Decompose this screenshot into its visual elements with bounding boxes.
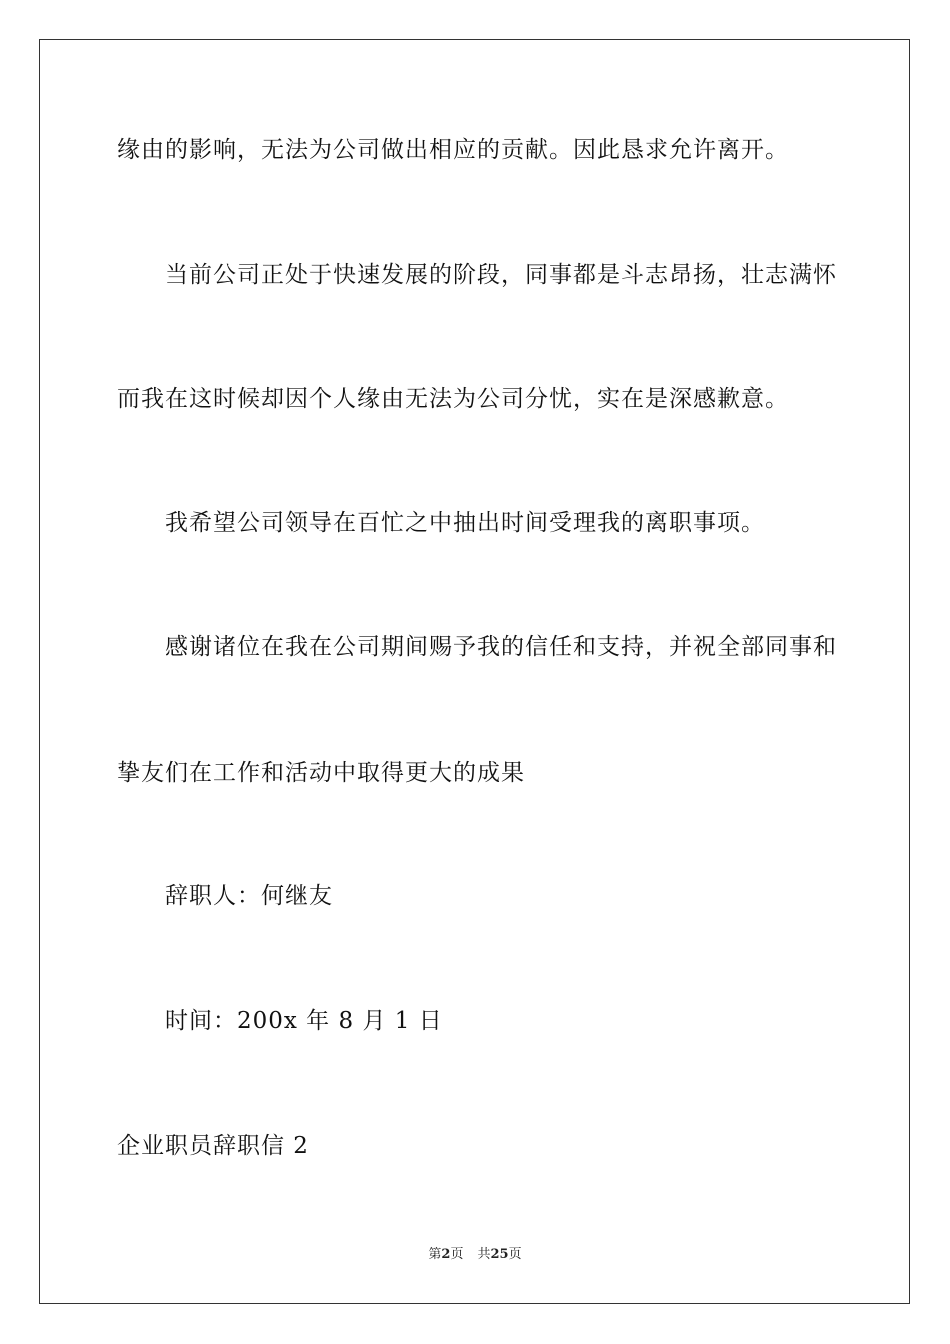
total-pages-number: 25: [490, 1247, 509, 1262]
page-suffix: 页: [450, 1247, 464, 1262]
page-border: [39, 39, 910, 1304]
date-line: 时间：200x 年 8 月 1 日: [165, 1008, 443, 1034]
signature-line: 辞职人：何继友: [165, 883, 333, 909]
section-heading: 企业职员辞职信 2: [117, 1133, 309, 1159]
paragraph-line-2: 当前公司正处于快速发展的阶段，同事都是斗志昂扬，壮志满怀: [165, 262, 837, 288]
paragraph-line-3: 而我在这时候却因个人缘由无法为公司分忧，实在是深感歉意。: [117, 386, 789, 412]
current-page-number: 2: [441, 1247, 451, 1262]
paragraph-line-5: 感谢诸位在我在公司期间赐予我的信任和支持，并祝全部同事和: [165, 634, 837, 660]
paragraph-line-1: 缘由的影响，无法为公司做出相应的贡献。因此恳求允许离开。: [117, 137, 789, 163]
page-prefix: 第: [428, 1247, 442, 1262]
total-prefix: 共: [477, 1247, 491, 1262]
page-footer: [0, 1246, 950, 1264]
paragraph-line-6: 挚友们在工作和活动中取得更大的成果: [117, 760, 525, 786]
paragraph-line-4: 我希望公司领导在百忙之中抽出时间受理我的离职事项。: [165, 510, 765, 536]
total-suffix: 页: [508, 1247, 522, 1262]
